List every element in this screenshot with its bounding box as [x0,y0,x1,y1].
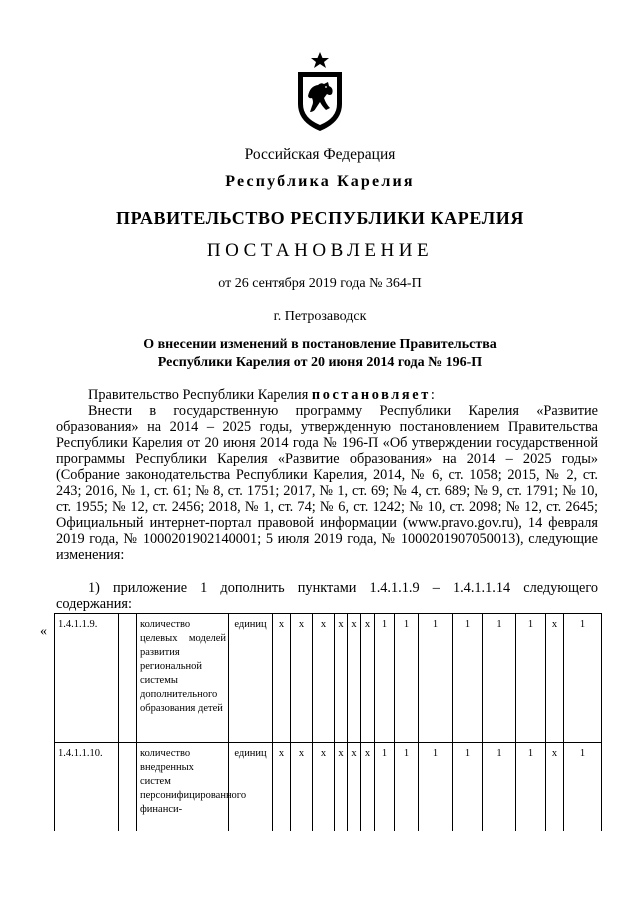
subject-line-1: О внесении изменений в постановление Правительства [143,337,497,352]
value-cell: 1 [375,614,395,743]
open-quote: « [40,624,47,639]
table-row [55,614,602,743]
value-cell: 1 [453,743,483,832]
row-number: 1.4.1.1.9. [55,614,119,743]
value-cell: x [546,743,564,832]
resolution-item-1: 1) приложение 1 дополнить пунктами 1.4.1.1.9 – 1.4.1.1.14 следующего содержания: [56,580,598,612]
value-cell: x [291,614,313,743]
value-cell: 1 [395,743,419,832]
intro-text: Правительство Республики Карелия [88,387,312,403]
value-cell: x [313,743,335,832]
annex-table [54,613,602,831]
row-number: 1.4.1.1.10. [55,743,119,832]
value-cell: x [335,743,348,832]
value-cell: x [546,614,564,743]
value-cell: x [291,743,313,832]
document-type: ПОСТАНОВЛЕНИЕ [206,240,434,261]
value-cell: x [273,614,291,743]
value-cell: 1 [564,614,602,743]
indicator-name: количество целевых моделей развития региональной системы дополнительного образования детей [137,614,229,743]
value-cell: 1 [395,614,419,743]
value-cell: x [361,614,375,743]
row-blank-cell [119,743,137,832]
value-cell: x [273,743,291,832]
value-cell: 1 [483,743,516,832]
value-cell: x [335,614,348,743]
karelia-coat-of-arms-icon [294,52,346,132]
value-cell: 1 [453,614,483,743]
value-cell: 1 [516,614,546,743]
unit-cell: единиц [229,614,273,743]
row-blank-cell [119,614,137,743]
coat-of-arms-emblem [294,52,346,132]
table-row [55,743,602,832]
value-cell: x [348,743,361,832]
document-subject [0,336,640,372]
value-cell: 1 [375,743,395,832]
document-date-number: от 26 сентября 2019 года № 364-П [218,276,422,291]
subject-line-2: Республики Карелия от 20 июня 2014 года № 196-П [157,355,483,370]
value-cell: 1 [419,614,453,743]
unit-cell: единиц [229,743,273,832]
value-cell: x [313,614,335,743]
republic-name: Республика Карелия [225,173,415,190]
resolution-intro [56,387,598,403]
country-name: Российская Федерация [244,146,396,163]
government-title: ПРАВИТЕЛЬСТВО РЕСПУБЛИКИ КАРЕЛИЯ [116,208,524,228]
value-cell: x [348,614,361,743]
value-cell: 1 [419,743,453,832]
value-cell: 1 [516,743,546,832]
indicator-name: количество внедренных систем персонифицированного финанси- [137,743,229,832]
value-cell: 1 [564,743,602,832]
value-cell: 1 [483,614,516,743]
intro-colon: : [430,387,435,403]
value-cell: x [361,743,375,832]
document-city: г. Петрозаводск [273,309,367,324]
resolution-body: Внести в государственную программу Республики Карелия «Развитие образования» на 2014 – 2025 годы, утвержденную постановлением Правительства Республики Карелия от 20 июня 2014 года № 196-П «Об утверждении государственной программы Республики Карелия «Развитие образования» на 2014 – 2025 годы» (Собрание законодательства Республики Карелия, 2014, № 6, ст. 1058; 2015, № 2, ст. 243; 2016, № 1, ст. 61; № 8, ст. 1751; 2017, № 1, ст. 69; № 4, ст. 689; № 9, ст. 1791; № 10, ст. 1955; № 12, ст. 2456; 2018, № 1, ст. 74; № 6, ст. 1242; № 10, ст. 2098; № 12, ст. 2645; Официальный интернет-портал правовой информации (www.pravo.gov.ru), 14 февраля 2019 года, № 1000201902140001; 5 июля 2019 года, № 1000201907050013), следующие изменения: [56,403,598,563]
intro-resolves: постановляет [311,387,431,403]
